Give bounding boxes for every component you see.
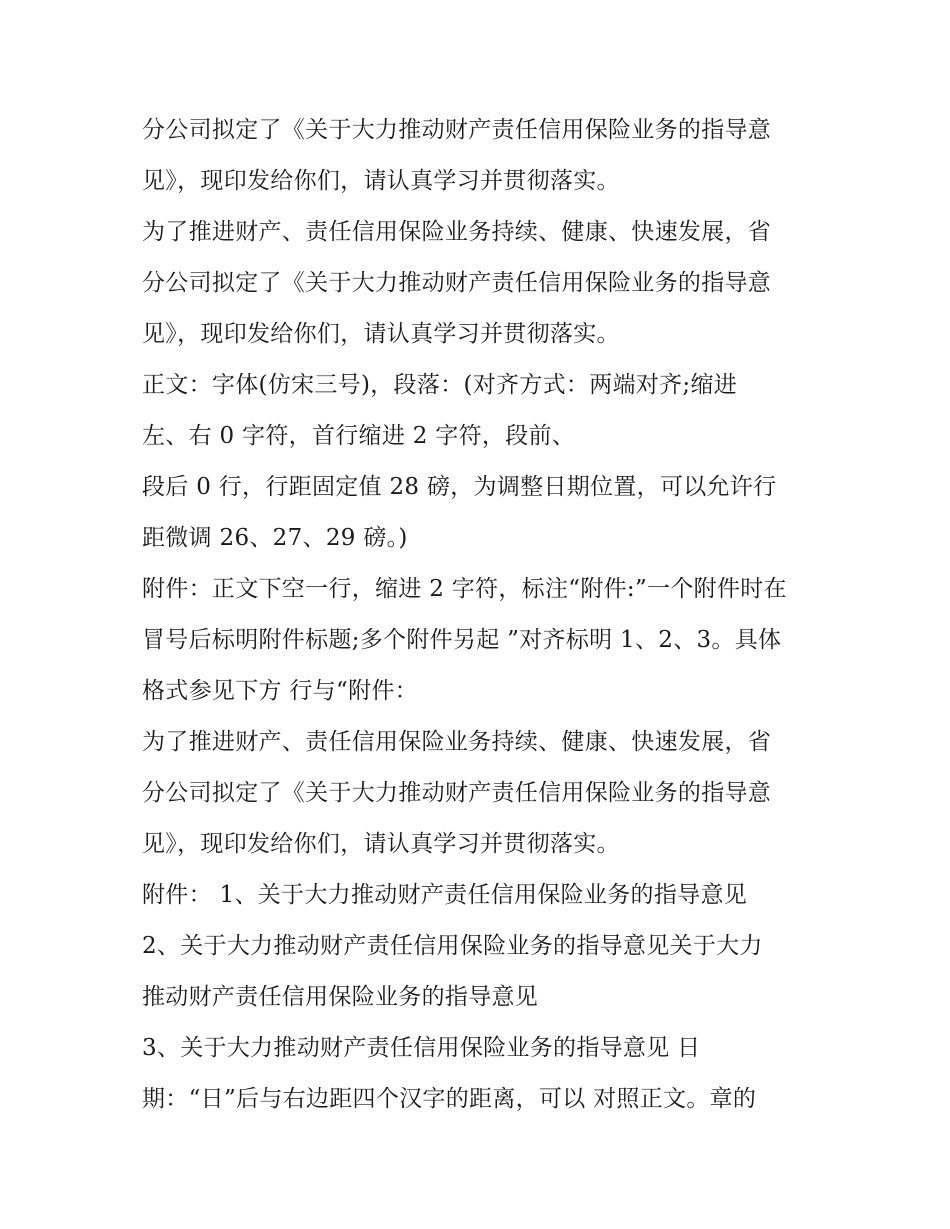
body-text-line: 见》，现印发给你们，请认真学习并贯彻落实。	[142, 321, 620, 347]
body-text-line: 分公司拟定了《关于大力推动财产责任信用保险业务的指导意	[142, 270, 772, 296]
format-note-line: 正文：字体(仿宋三号)，段落：(对齐方式：两端对齐;缩进	[142, 372, 738, 398]
date-note-line: 期：“日”后与右边距四个汉字的距离，可以 对照正文。章的	[142, 1086, 757, 1112]
format-note-line: 距微调 26、27、29 磅。)	[142, 525, 408, 551]
body-text-line: 分公司拟定了《关于大力推动财产责任信用保险业务的指导意	[142, 117, 772, 143]
body-text-line: 见》，现印发给你们，请认真学习并贯彻落实。	[142, 168, 620, 194]
body-text-line: 见》，现印发给你们，请认真学习并贯彻落实。	[142, 831, 620, 857]
attachment-note-line: 冒号后标明附件标题;多个附件另起 ”对齐标明 1、2、3。具体	[142, 627, 782, 653]
attachment-list-line: 2、关于大力推动财产责任信用保险业务的指导意见关于大力	[142, 933, 763, 959]
body-text-line: 分公司拟定了《关于大力推动财产责任信用保险业务的指导意	[142, 780, 772, 806]
body-text-line: 为了推进财产、责任信用保险业务持续、健康、快速发展，省	[142, 729, 772, 755]
attachment-note-line: 格式参见下方 行与“附件：	[142, 678, 418, 704]
format-note-line: 左、右 0 字符，首行缩进 2 字符，段前、	[142, 423, 576, 449]
attachment-list-line: 3、关于大力推动财产责任信用保险业务的指导意见 日	[142, 1035, 701, 1061]
attachment-note-line: 附件：正文下空一行，缩进 2 字符，标注“附件:”一个附件时在	[142, 576, 787, 602]
format-note-line: 段后 0 行，行距固定值 28 磅，为调整日期位置，可以允许行	[142, 474, 777, 500]
attachment-list-line: 推动财产责任信用保险业务的指导意见	[142, 984, 539, 1010]
attachment-list-line: 附件： 1、关于大力推动财产责任信用保险业务的指导意见	[142, 882, 748, 908]
body-text-line: 为了推进财产、责任信用保险业务持续、健康、快速发展，省	[142, 219, 772, 245]
